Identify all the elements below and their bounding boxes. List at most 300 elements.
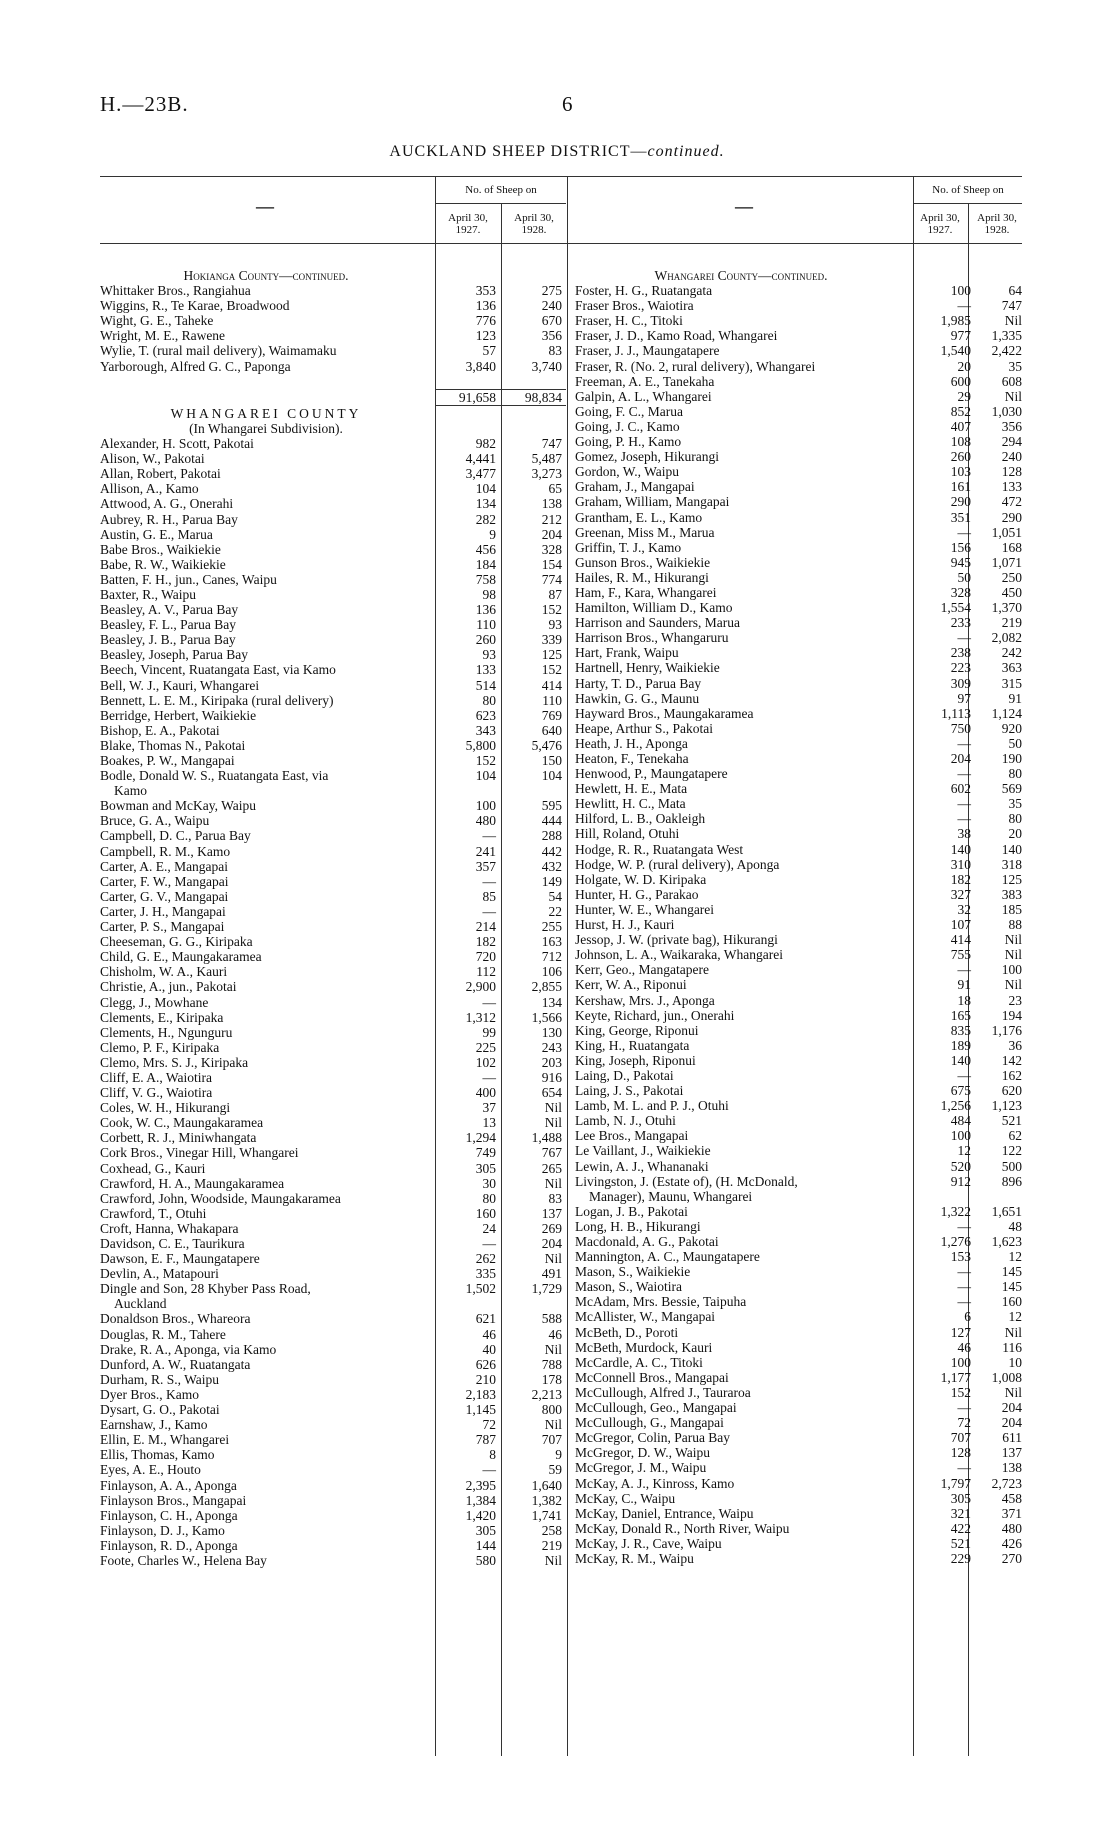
owner-name: Graham, William, Mangapai: [575, 494, 730, 510]
table-row: [100, 359, 565, 374]
sheep-1927: 80: [482, 692, 496, 708]
table-row: [575, 1143, 1023, 1158]
table-row: [100, 859, 565, 874]
sheep-1927: 38: [957, 826, 971, 842]
table-row: [100, 693, 565, 708]
sheep-1927: 262: [475, 1251, 496, 1267]
sheep-1928: 339: [541, 632, 562, 648]
sheep-1927: 1,312: [465, 1009, 496, 1025]
table-row: [100, 1281, 565, 1296]
sheep-1928: 2,422: [991, 343, 1022, 359]
table-row: [100, 436, 565, 451]
owner-name: Boakes, P. W., Mangapai: [100, 753, 235, 768]
owner-name: Kamo: [114, 783, 147, 799]
owner-name: Kerr, W. A., Riponui: [575, 977, 687, 993]
table-row: [575, 842, 1023, 857]
table-row: [575, 1264, 1023, 1279]
table-row: [575, 494, 1023, 509]
table-row: [575, 1204, 1023, 1219]
owner-name: McKay, Donald R., North River, Waipu: [575, 1520, 790, 1536]
sheep-1927: 422: [950, 1520, 971, 1536]
owner-name: Wylie, T. (rural mail delivery), Waimamaku: [100, 343, 337, 359]
owner-name: Devlin, A., Matapouri: [100, 1266, 219, 1282]
table-row: [575, 540, 1023, 555]
sheep-1928: 414: [541, 677, 562, 693]
sheep-1927: 852: [950, 403, 971, 419]
sheep-1927: 153: [950, 1249, 971, 1265]
sheep-1927: 161: [950, 479, 971, 495]
owner-name: Johnson, L. A., Waikaraka, Whangarei: [575, 947, 783, 963]
sheep-1928: 20: [1008, 826, 1022, 842]
owner-name: Durham, R. S., Waipu: [100, 1371, 220, 1387]
owner-name: Going, J. C., Kamo: [575, 418, 680, 434]
sheep-1928: 747: [541, 436, 562, 452]
sheep-1928: Nil: [1004, 1384, 1022, 1400]
sheep-1928: 769: [541, 707, 562, 723]
table-row: [575, 1521, 1023, 1536]
sheep-1928: 178: [541, 1371, 562, 1387]
owner-name: Foote, Charles W., Helena Bay: [100, 1552, 267, 1568]
owner-name: Lamb, N. J., Otuhi: [575, 1113, 676, 1129]
table-row: [100, 1311, 565, 1326]
sheep-1928: 162: [1001, 1067, 1022, 1083]
sheep-1927: 225: [475, 1039, 496, 1055]
sheep-1928: 203: [541, 1054, 562, 1070]
owner-name: Finlayson Bros., Mangapai: [100, 1492, 247, 1508]
sheep-1927: 328: [950, 584, 971, 600]
owner-name: Auckland: [114, 1296, 167, 1312]
owner-name: Holgate, W. D. Kiripaka: [575, 871, 707, 887]
owner-name: Fraser Bros., Waiotira: [575, 298, 694, 314]
owner-name: McConnell Bros., Mangapai: [575, 1369, 729, 1385]
sheep-1927: 127: [950, 1324, 971, 1340]
table-row: [575, 298, 1023, 313]
sheep-1927: 93: [482, 647, 496, 663]
owner-name: Fraser, J. J., Maungatapere: [575, 343, 720, 359]
sheep-1927: 210: [475, 1371, 496, 1387]
sheep-1928: 767: [541, 1145, 562, 1161]
sheep-1928: 154: [541, 556, 562, 572]
table-row: [100, 1100, 565, 1115]
owner-name: Carter, A. E., Mangapai: [100, 858, 229, 874]
sheep-1928: 194: [1001, 1007, 1022, 1023]
owner-name: Manager), Maunu, Whangarei: [589, 1188, 753, 1204]
sheep-1928: 356: [1001, 418, 1022, 434]
owner-name: Greenan, Miss M., Marua: [575, 524, 715, 540]
sheep-1927: 128: [950, 1445, 971, 1461]
owner-name: Going, F. C., Marua: [575, 403, 684, 419]
table-row: [575, 796, 1023, 811]
owner-name: Beasley, Joseph, Parua Bay: [100, 647, 248, 663]
table-row: [575, 1294, 1023, 1309]
sheep-1927: 85: [482, 888, 496, 904]
owner-name: Heath, J. H., Aponga: [575, 735, 688, 751]
sheep-1928: 133: [1001, 479, 1022, 495]
sheep-1928: 87: [548, 586, 562, 602]
sheep-1928: 1,030: [991, 403, 1022, 419]
table-row: [100, 1010, 565, 1025]
table-row: [100, 406, 565, 421]
sheep-1928: 426: [1001, 1535, 1022, 1551]
sheep-1927: 46: [482, 1326, 496, 1342]
sheep-1927: 238: [950, 645, 971, 661]
owner-name: Aubrey, R. H., Parua Bay: [100, 511, 238, 527]
sheep-1927: 260: [475, 632, 496, 648]
owner-name: Hart, Frank, Waipu: [575, 645, 679, 661]
table-row: [100, 1085, 565, 1100]
table-row: [575, 434, 1023, 449]
sheep-1928: 185: [1001, 901, 1022, 917]
sheep-1927: 37: [482, 1100, 496, 1116]
left-table: [100, 268, 565, 1568]
sheep-1927: 103: [950, 464, 971, 480]
sheep-1927: 223: [950, 660, 971, 676]
owner-name: Long, H. B., Hikurangi: [575, 1218, 701, 1234]
owner-name: Dawson, E. F., Maungatapere: [100, 1251, 260, 1267]
sheep-1927: 5,800: [465, 737, 496, 753]
sheep-1928: 442: [541, 843, 562, 859]
owner-name: Hurst, H. J., Kauri: [575, 917, 675, 933]
sheep-1928: 104: [541, 768, 562, 784]
table-row: [575, 887, 1023, 902]
owner-name: Logan, J. B., Pakotai: [575, 1203, 688, 1219]
sheep-1928: 219: [1001, 615, 1022, 631]
sheep-1927: 110: [476, 617, 496, 633]
sheep-1928: 500: [1001, 1158, 1022, 1174]
owner-name: Hunter, H. G., Parakao: [575, 886, 699, 902]
sheep-1928: 128: [1001, 464, 1022, 480]
owner-name: Corbett, R. J., Miniwhangata: [100, 1130, 257, 1146]
table-row: [100, 979, 565, 994]
table-row: [100, 1115, 565, 1130]
owner-name: Gordon, W., Waipu: [575, 464, 680, 480]
table-row: [575, 691, 1023, 706]
sheep-1928: 1,566: [531, 1009, 562, 1025]
table-row: [100, 496, 565, 511]
sheep-1928: 1,729: [531, 1281, 562, 1297]
owner-name: Finlayson, R. D., Aponga: [100, 1537, 238, 1553]
table-row: [100, 328, 565, 343]
table-row: [100, 343, 565, 358]
table-row: [100, 949, 565, 964]
subdivision-heading: (In Whangarei Subdivision).: [189, 420, 343, 436]
sheep-1928: Nil: [1004, 313, 1022, 329]
sheep-1927: —: [957, 811, 971, 827]
sheep-1927: 32: [957, 901, 971, 917]
owner-name: Hayward Bros., Maungakaramea: [575, 705, 754, 721]
table-row: [575, 313, 1023, 328]
table-row: [575, 1370, 1023, 1385]
sheep-1928: 255: [541, 919, 562, 935]
sheep-1928: 747: [1001, 298, 1022, 314]
owner-name: Wiggins, R., Te Karae, Broadwood: [100, 298, 290, 314]
owner-name: Beasley, F. L., Parua Bay: [100, 617, 237, 633]
sheep-1928: 50: [1008, 735, 1022, 751]
sheep-1927: 107: [950, 917, 971, 933]
table-row: [100, 1130, 565, 1145]
sheep-1927: 1,540: [940, 343, 971, 359]
table-row: [100, 617, 565, 632]
owner-name: Coxhead, G., Kauri: [100, 1160, 206, 1176]
sheep-1928: 212: [541, 511, 562, 527]
sheep-1928: 83: [548, 343, 562, 359]
page-title: [0, 143, 1114, 161]
owner-name: Freeman, A. E., Tanekaha: [575, 373, 715, 389]
sheep-1928: 204: [1001, 1415, 1022, 1431]
sheep-1928: 125: [541, 647, 562, 663]
owner-name: Macdonald, A. G., Pakotai: [575, 1234, 719, 1249]
table-row: [575, 283, 1023, 298]
sheep-1928: 242: [1001, 645, 1022, 661]
table-row: [575, 268, 1023, 283]
sheep-1928: 444: [541, 813, 562, 829]
table-row: [100, 557, 565, 572]
owner-name: Lewin, A. J., Whananaki: [575, 1158, 709, 1174]
sheep-1928: 2,855: [531, 979, 562, 995]
owner-name: McBeth, Murdock, Kauri: [575, 1339, 713, 1355]
owner-name: King, George, Riponui: [575, 1022, 699, 1038]
sheep-1928: 134: [541, 994, 562, 1010]
table-row: [575, 660, 1023, 675]
sheep-1927: 1,502: [465, 1281, 496, 1297]
table-row: [100, 1478, 565, 1493]
sheep-1928: 3,273: [531, 466, 562, 482]
owner-name: Hailes, R. M., Hikurangi: [575, 569, 709, 585]
sheep-1927: 189: [950, 1037, 971, 1053]
sheep-1928: 204: [541, 1236, 562, 1251]
owner-name: Austin, G. E., Marua: [100, 526, 213, 542]
table-row: [100, 602, 565, 617]
table-row: [100, 889, 565, 904]
table-row: [575, 1430, 1023, 1445]
sheep-1927: 1,294: [465, 1130, 496, 1146]
table-row: [575, 1098, 1023, 1113]
sheep-1928: 110: [542, 692, 562, 708]
sheep-1927: 99: [482, 1024, 496, 1040]
owner-name: Ellin, E. M., Whangarei: [100, 1432, 230, 1448]
sheep-1927: 13: [482, 1115, 496, 1131]
owner-name: Cliff, E. A., Waiotira: [100, 1069, 213, 1085]
sheep-1927: 46: [957, 1339, 971, 1355]
table-row: [100, 283, 565, 298]
table-row: [100, 1462, 565, 1477]
sheep-1928: Nil: [544, 1100, 562, 1116]
table-row: [575, 555, 1023, 570]
table-row: [100, 828, 565, 843]
table-row: [575, 374, 1023, 389]
sheep-1927: 2,395: [465, 1477, 496, 1493]
sheep-1928: 1,124: [991, 705, 1022, 721]
sheep-1927: —: [957, 1460, 971, 1476]
sheep-1927: 100: [950, 1128, 971, 1144]
right-col1-header: April 30, 1927.: [920, 212, 960, 236]
owner-name: Cliff, V. G., Waiotira: [100, 1085, 213, 1101]
owner-name: Baxter, R., Waipu: [100, 586, 196, 602]
sheep-1927: 152: [950, 1384, 971, 1400]
owner-name: Campbell, R. M., Kamo: [100, 843, 231, 859]
owner-name: Cheeseman, G. G., Kiripaka: [100, 934, 253, 950]
sheep-1928: 707: [541, 1432, 562, 1448]
owner-name: Kershaw, Mrs. J., Aponga: [575, 992, 715, 1008]
owner-name: Yarborough, Alfred G. C., Paponga: [100, 358, 291, 374]
sheep-1927: 945: [950, 554, 971, 570]
sheep-1928: 240: [541, 298, 562, 314]
owner-name: Clegg, J., Mowhane: [100, 994, 209, 1010]
sheep-1928: 91: [1008, 690, 1022, 706]
sheep-1928: 54: [548, 888, 562, 904]
sheep-1927: 456: [475, 541, 496, 557]
owner-name: Hewlett, H. E., Mata: [575, 781, 688, 797]
table-row: [575, 857, 1023, 872]
table-row: [100, 1145, 565, 1160]
owner-name: Griffin, T. J., Kamo: [575, 539, 682, 555]
table-row: [575, 1249, 1023, 1264]
sheep-1928: 140: [1001, 841, 1022, 857]
owner-name: Mason, S., Waikiekie: [575, 1264, 691, 1280]
owner-name: Bennett, L. E. M., Kiripaka (rural delivery): [100, 692, 334, 708]
owner-name: Cork Bros., Vinegar Hill, Whangarei: [100, 1145, 299, 1161]
owner-name: Hodge, W. P. (rural delivery), Aponga: [575, 856, 780, 872]
sheep-1928: 137: [1001, 1445, 1022, 1461]
sheep-1927: 1,322: [940, 1203, 971, 1219]
table-row: [100, 874, 565, 889]
sheep-1927: 1,554: [940, 600, 971, 616]
owner-name: Mannington, A. C., Maungatapere: [575, 1249, 760, 1265]
table-row: [575, 736, 1023, 751]
table-row: [100, 1402, 565, 1417]
sheep-1927: 1,256: [940, 1098, 971, 1114]
owner-name: Finlayson, D. J., Kamo: [100, 1522, 225, 1538]
owner-name: King, Joseph, Riponui: [575, 1052, 696, 1068]
owner-name: Douglas, R. M., Tahere: [100, 1326, 226, 1342]
sheep-1928: 432: [541, 858, 562, 874]
owner-name: Wright, M. E., Rawene: [100, 328, 226, 344]
sheep-1927: —: [957, 1067, 971, 1083]
sheep-1928: 88: [1008, 917, 1022, 933]
table-row: [100, 632, 565, 647]
sheep-1928: 145: [1001, 1264, 1022, 1280]
sheep-1928: 138: [541, 496, 562, 512]
table-row: [436, 389, 566, 406]
sheep-1927: 3,477: [465, 466, 496, 482]
table-row: [575, 977, 1023, 992]
sheep-1928: 640: [541, 722, 562, 738]
owner-name: Dunford, A. W., Ruatangata: [100, 1356, 251, 1372]
sheep-1928: 328: [541, 541, 562, 557]
sheep-1928: 190: [1001, 751, 1022, 766]
sheep-1927: —: [957, 766, 971, 782]
sheep-1927: 1,384: [465, 1492, 496, 1508]
owner-name: Bishop, E. A., Pakotai: [100, 722, 220, 738]
table-row: [575, 585, 1023, 600]
table-row: [100, 647, 565, 662]
sheep-1928: 137: [541, 1205, 562, 1221]
sheep-1928: 145: [1001, 1279, 1022, 1295]
sheep-1927: 305: [475, 1522, 496, 1538]
table-row: [575, 525, 1023, 540]
table-row: [575, 993, 1023, 1008]
table-row: [100, 374, 565, 389]
county-heading: Hokianga County—continued.: [183, 268, 349, 283]
sheep-1928: Nil: [1004, 932, 1022, 948]
sheep-1928: 2,213: [531, 1386, 562, 1402]
owner-name: Batten, F. H., jun., Canes, Waipu: [100, 571, 277, 587]
sheep-1927: 623: [475, 707, 496, 723]
table-row: [100, 1206, 565, 1221]
sheep-1927: 204: [950, 751, 971, 766]
sheep-1927: 241: [475, 843, 496, 859]
owner-name: McKay, Daniel, Entrance, Waipu: [575, 1505, 754, 1521]
owner-name: Crawford, John, Woodside, Maungakaramea: [100, 1190, 341, 1206]
sheep-1928: 9: [555, 1447, 562, 1463]
table-row: [575, 706, 1023, 721]
owner-name: Berridge, Herbert, Waikiekie: [100, 707, 257, 723]
sheep-1927: 98: [482, 586, 496, 602]
sheep-1928: 611: [1002, 1430, 1022, 1446]
owner-name: McCullough, G., Mangapai: [575, 1415, 724, 1431]
owner-name: Carter, J. H., Mangapai: [100, 903, 226, 919]
sheep-1927: 912: [950, 1173, 971, 1189]
table-row: [100, 995, 565, 1010]
owner-name: Beech, Vincent, Ruatangata East, via Kamo: [100, 662, 336, 678]
table-row: [575, 766, 1023, 781]
table-row: [100, 1508, 565, 1523]
owner-name: Fraser, R. (No. 2, rural delivery), Whangarei: [575, 358, 816, 374]
table-row: [100, 1236, 565, 1251]
sheep-1927: 136: [475, 298, 496, 314]
sheep-1927: 1,985: [940, 313, 971, 329]
table-row: [100, 1523, 565, 1538]
table-row: [575, 1128, 1023, 1143]
sheep-1927: —: [957, 1218, 971, 1234]
right-col2-header: April 30, 1928.: [977, 212, 1017, 236]
sheep-1928: 1,488: [531, 1130, 562, 1146]
owner-name: Hodge, R. R., Ruatangata West: [575, 841, 744, 857]
sheep-1928: Nil: [1004, 947, 1022, 963]
sheep-1928: 450: [1001, 584, 1022, 600]
table-row: [100, 738, 565, 753]
sheep-1927: 321: [950, 1505, 971, 1521]
owner-name: Child, G. E., Maungakaramea: [100, 949, 262, 965]
owner-name: Hartnell, Henry, Waikiekie: [575, 660, 720, 676]
sheep-1927: 100: [950, 1354, 971, 1370]
table-row: [575, 751, 1023, 766]
owner-name: Fraser, J. D., Kamo Road, Whangarei: [575, 328, 778, 344]
sheep-1928: 106: [541, 964, 562, 980]
owner-name: Bell, W. J., Kauri, Whangarei: [100, 677, 260, 693]
sheep-1928: 269: [541, 1220, 562, 1236]
sheep-1928: Nil: [1004, 977, 1022, 993]
sheep-1927: —: [957, 796, 971, 812]
sheep-1928: 620: [1001, 1083, 1022, 1099]
table-row: [575, 419, 1023, 434]
owner-name: Harrison and Saunders, Marua: [575, 615, 740, 631]
sheep-1928: 93: [548, 617, 562, 633]
table-row: [575, 1113, 1023, 1128]
center-divider: [567, 176, 568, 1756]
owner-name: Grantham, E. L., Kamo: [575, 509, 703, 525]
sheep-1928: 258: [541, 1522, 562, 1538]
county-heading: Whangarei County—continued.: [654, 268, 828, 283]
owner-name: Clemo, Mrs. S. J., Kiripaka: [100, 1054, 249, 1070]
owner-name: Gunson Bros., Waikiekie: [575, 554, 711, 570]
sheep-1927: 353: [475, 283, 496, 299]
table-row: [100, 1040, 565, 1055]
sheep-1928: 204: [541, 526, 562, 542]
table-row: [575, 1174, 1023, 1189]
sheep-1928: 1,176: [991, 1022, 1022, 1038]
owner-name: McKay, R. M., Waipu: [575, 1550, 694, 1566]
